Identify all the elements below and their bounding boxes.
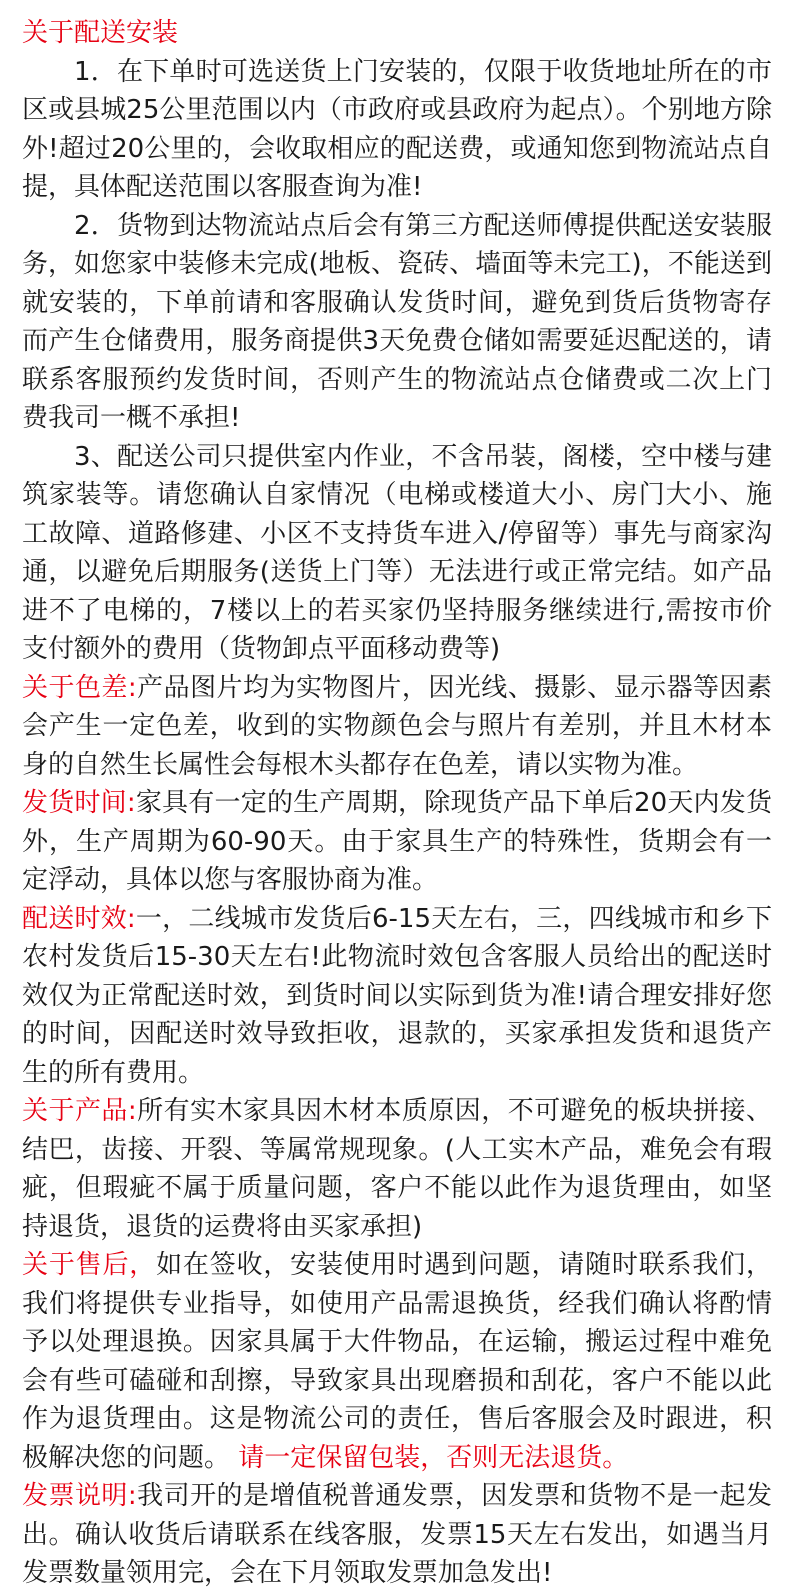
delivery-timeliness-section xyxy=(22,900,772,1093)
shipping-time-section xyxy=(22,784,772,900)
after-sale-label: 关于售后， xyxy=(22,1250,157,1280)
after-sale-text: 如在签收，安装使用时遇到问题，请随时联系我们，我们将提供专业指导，如使用产品需退换货，经我们确认将酌情予以处理退换。因家具属于大件物品，在运输，搬运过程中难免会有些可磕碰和刮擦，导致家具出现磨损和刮花，客户不能以此作为退货理由。这是物流公司的责任，售后客服会及时跟进，积极解决您的问题。 xyxy=(22,1250,772,1473)
color-difference-label: 关于色差: xyxy=(22,672,137,703)
delivery-paragraph-1: 1．在下单时可选送货上门安装的，仅限于收货地址所在的市区或县城25公里范围以内（市政府或县政府为起点）。个别地方除外!超过20公里的，会收取相应的配送费，或通知您到物流站点自提，具体配送范围以客服查询为准! xyxy=(22,56,772,202)
delivery-timeliness-label: 配送时效: xyxy=(22,903,136,934)
delivery-installation-section xyxy=(22,14,772,669)
product-text: 所有实木家具因木材本质原因，不可避免的板块拼接、结巴，齿接、开裂、等属常规现象。(人工实木产品，难免会有瑕疵，但瑕疵不属于质量问题，客户不能以此作为退货理由，如坚持退货，退货的运费将由买家承担) xyxy=(22,1096,772,1242)
delivery-timeliness-text: 一，二线城市发货后6-15天左右，三，四线城市和乡下农村发货后15-30天左右!此物流时效包含客服人员给出的配送时效仅为正常配送时效，到货时间以实际到货为准!请合理安排好您的时间，因配送时效导致拒收，退款的，买家承担发货和退货产生的所有费用。 xyxy=(22,903,772,1088)
after-sale-section xyxy=(22,1246,772,1477)
delivery-paragraph-2: 2．货物到达物流站点后会有第三方配送师傅提供配送安装服务，如您家中装修未完成(地板、瓷砖、墙面等未完工)，不能送到就安装的，下单前请和客服确认发货时间，避免到货后货物寄存而产生仓储费用，服务商提供3天免费仓储如需要延迟配送的，请联系客服预约发货时间，否则产生的物流站点仓储费或二次上门费我司一概不承担! xyxy=(22,210,772,433)
color-difference-text: 产品图片均为实物图片，因光线、摄影、显示器等因素会产生一定色差，收到的实物颜色会与照片有差别，并且木材本身的自然生长属性会每根木头都存在色差，请以实物为准。 xyxy=(22,672,772,780)
delivery-paragraph-3: 3、配送公司只提供室内作业，不含吊装，阁楼，空中楼与建筑家装等。请您确认自家情况（电梯或楼道大小、房门大小、施工故障、道路修建、小区不支持货车进入/停留等）事先与商家沟通，以避免后期服务(送货上门等）无法进行或正常完结。如产品进不了电梯的，7楼以上的若买家仍坚持服务继续进行,需按市价支付额外的费用（货物卸点平面移动费等) xyxy=(22,441,772,664)
invoice-text: 我司开的是增值税普通发票，因发票和货物不是一起发出。确认收货后请联系在线客服，发票15天左右发出，如遇当月发票数量领用完，会在下月领取发票加急发出! xyxy=(22,1481,772,1588)
invoice-section xyxy=(22,1477,772,1593)
product-section xyxy=(22,1092,772,1246)
after-sale-warning: 请一定保留包装，否则无法退货。 xyxy=(230,1442,629,1473)
invoice-label: 发票说明: xyxy=(22,1481,137,1511)
product-label: 关于产品: xyxy=(22,1096,137,1126)
color-difference-section xyxy=(22,669,772,785)
shipping-time-label: 发货时间: xyxy=(22,788,136,818)
delivery-installation-heading: 关于配送安装 xyxy=(22,18,179,48)
shipping-time-text: 家具有一定的生产周期，除现货产品下单后20天内发货外，生产周期为60-90天。由于家具生产的特殊性，货期会有一定浮动，具体以您与客服协商为准。 xyxy=(22,788,772,895)
